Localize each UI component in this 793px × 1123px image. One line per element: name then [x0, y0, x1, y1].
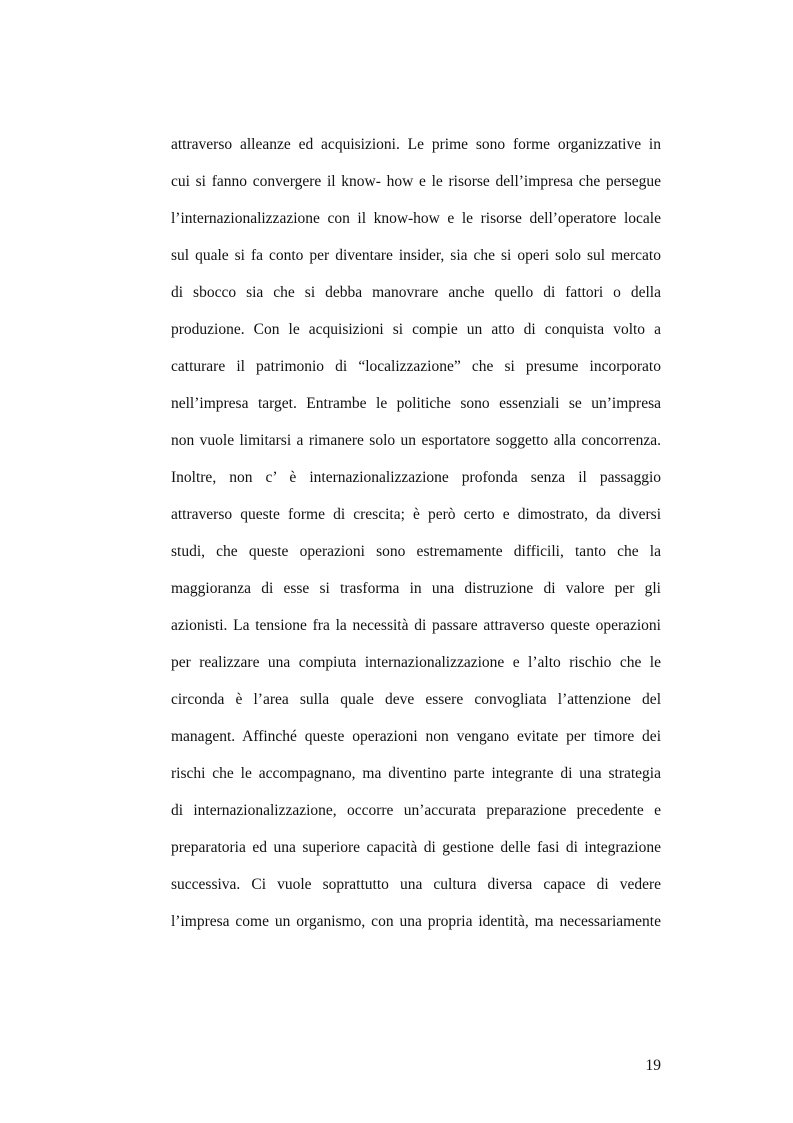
text-line: sul quale si fa conto per diventare insider, sia che si operi solo sul mercato: [171, 247, 661, 264]
text-line: di sbocco sia che si debba manovrare anche quello di fattori o della: [171, 284, 661, 301]
text-line: cui si fanno convergere il know- how e le risorse dell’impresa che persegue: [171, 173, 661, 190]
text-line: nell’impresa target. Entrambe le politiche sono essenziali se un’impresa: [171, 395, 661, 412]
text-line: Inoltre, non c’ è internazionalizzazione profonda senza il passaggio: [171, 469, 661, 486]
text-line: catturare il patrimonio di “localizzazione” che si presume incorporato: [171, 358, 661, 375]
text-line: rischi che le accompagnano, ma diventino parte integrante di una strategia: [171, 765, 661, 782]
text-line: produzione. Con le acquisizioni si compie un atto di conquista volto a: [171, 321, 661, 338]
text-line: successiva. Ci vuole soprattutto una cultura diversa capace di vedere: [171, 876, 661, 893]
text-line: l’internazionalizzazione con il know-how e le risorse dell’operatore locale: [171, 210, 661, 227]
body-text: [171, 126, 661, 940]
text-line: azionisti. La tensione fra la necessità di passare attraverso queste operazioni: [171, 617, 661, 634]
text-line: non vuole limitarsi a rimanere solo un esportatore soggetto alla concorrenza.: [171, 432, 661, 449]
text-line: attraverso alleanze ed acquisizioni. Le prime sono forme organizzative in: [171, 136, 661, 153]
page-number: 19: [645, 1057, 661, 1074]
text-line: l’impresa come un organismo, con una propria identità, ma necessariamente: [171, 913, 661, 930]
text-line: maggioranza di esse si trasforma in una distruzione di valore per gli: [171, 580, 661, 597]
text-line: studi, che queste operazioni sono estremamente difficili, tanto che la: [171, 543, 661, 560]
text-line: circonda è l’area sulla quale deve essere convogliata l’attenzione del: [171, 691, 661, 708]
text-line: attraverso queste forme di crescita; è però certo e dimostrato, da diversi: [171, 506, 661, 523]
text-line: per realizzare una compiuta internazionalizzazione e l’alto rischio che le: [171, 654, 661, 671]
text-line: preparatoria ed una superiore capacità di gestione delle fasi di integrazione: [171, 839, 661, 856]
text-line: di internazionalizzazione, occorre un’accurata preparazione precedente e: [171, 802, 661, 819]
text-line: managent. Affinché queste operazioni non vengano evitate per timore dei: [171, 728, 661, 745]
